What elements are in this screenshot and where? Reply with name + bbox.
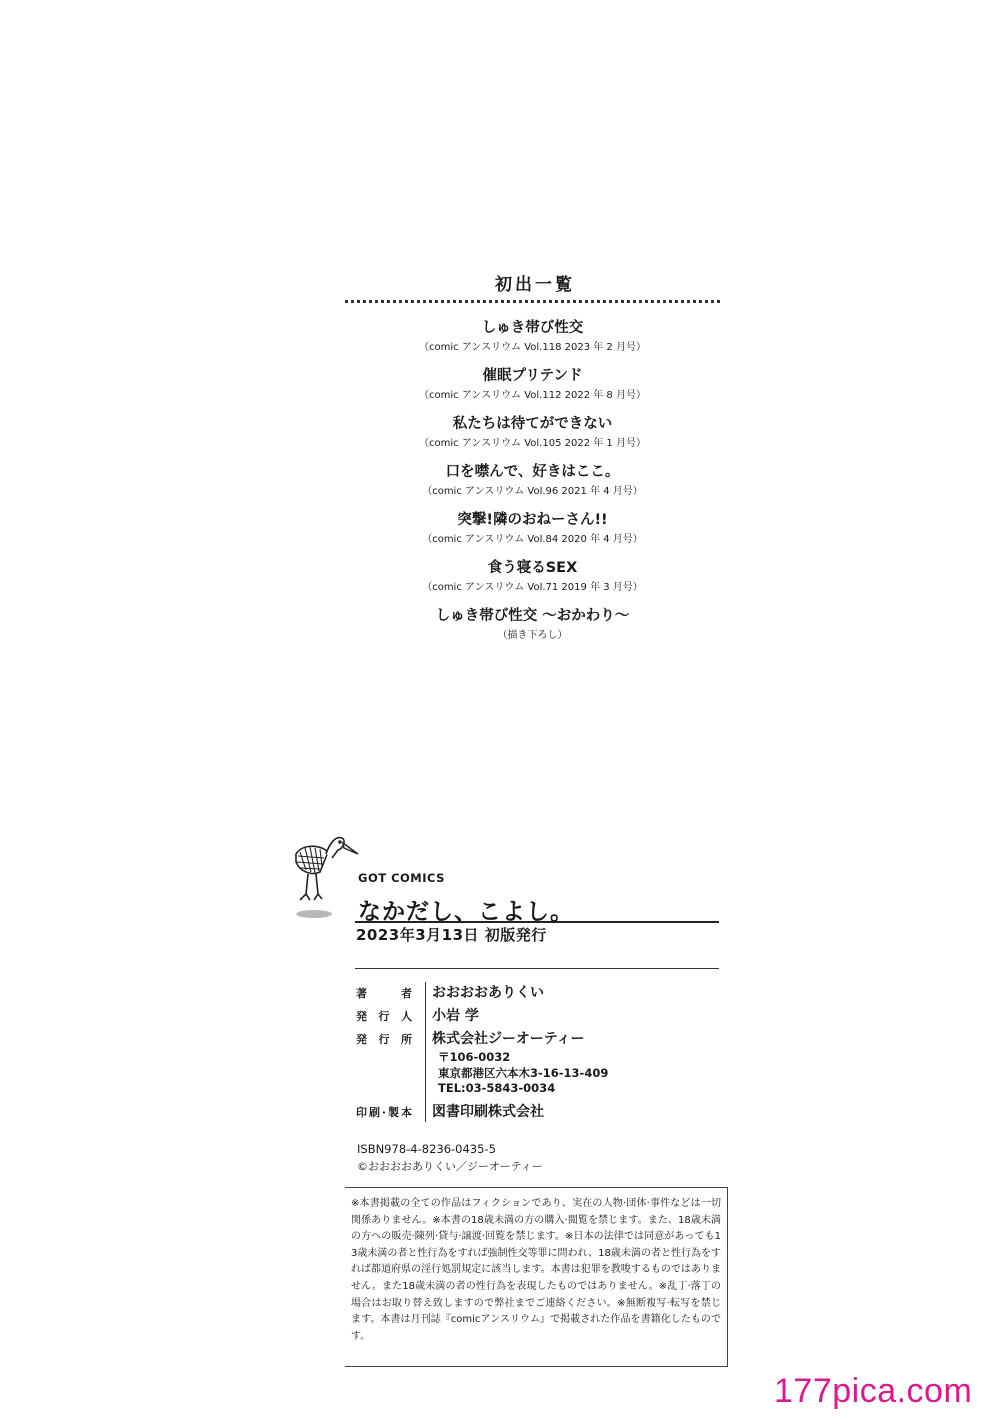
phone-number: TEL:03-5843-0034 (438, 1081, 556, 1095)
legal-notice: ※本書掲載の全ての作品はフィクションであり、実在の人物·団体·事件などは一切関係ありません。※本書の18歳未満の方の購入·閲覧を禁じます。また、18歳未満の方への販売·陳列·貸与·譲渡·回覧を禁じます。※日本の法律では同意があっても13歳未満の者と性行為をすれば強制性交等罪に問われ、18歳未満の者と性行為をすれば都道府県の淫行処罰規定に該当します。本書は犯罪を教唆するものではありません。また18歳未満の者の性行為を表現したものではありません。※乱丁·落丁の場合はお取り替え致しますので弊社までご連絡ください。※無断複写·転写を禁じます。本書は月刊誌『comicアンスリウム』で掲載された作品を書籍化したものです。 (351, 1198, 721, 1342)
publisher-label: GOT COMICS (358, 871, 445, 885)
isbn: ISBN978-4-8236-0435-5 (357, 1142, 496, 1156)
list-item (345, 606, 720, 654)
work-source: （comic アンスリウム Vol.96 2021 年 4 月号） (422, 486, 643, 497)
legal-notice-box (345, 1187, 728, 1367)
work-title: 突撃!隣のおねーさん!! (457, 512, 608, 528)
list-item (345, 510, 720, 558)
contents-heading: 初出一覧 (495, 275, 575, 295)
title-rule (355, 921, 719, 923)
publisher-person: 小岩 学 (432, 1008, 479, 1024)
work-title: 口を噤んで、好きはここ。 (445, 464, 620, 480)
street-address: 東京都港区六本木3-16-13-409 (438, 1066, 609, 1080)
printer-name: 図書印刷株式会社 (432, 1104, 544, 1120)
watermark: 177pica.com (774, 1372, 973, 1410)
author-name: おおおおありくい (432, 985, 544, 1001)
work-title: 催眠プリテンド (482, 368, 583, 384)
work-source: （comic アンスリウム Vol.84 2020 年 4 月号） (422, 534, 643, 545)
list-item (345, 318, 720, 366)
postal-code: 〒106-0032 (438, 1050, 511, 1064)
credits-separator (425, 982, 426, 1122)
work-source: （comic アンスリウム Vol.112 2022 年 8 月号） (419, 390, 646, 401)
work-title: しゅき帯び性交 ～おかわり～ (435, 608, 630, 624)
dotted-divider (345, 300, 720, 303)
publisher-person-label: 発行人 (356, 1010, 412, 1023)
publisher-company: 株式会社ジーオーティー (432, 1031, 585, 1047)
copyright: ©おおおおありくい／ジーオーティー (357, 1160, 543, 1173)
book-title: なかだし、こよし。 (358, 899, 574, 925)
author-label: 著者 (356, 987, 412, 1000)
work-source: （描き下ろし） (497, 630, 568, 641)
list-item (345, 414, 720, 462)
work-title: しゅき帯び性交 (481, 320, 584, 336)
publisher-company-label: 発行所 (356, 1033, 412, 1046)
work-title: 食う寝るSEX (487, 560, 578, 576)
list-item (345, 462, 720, 510)
list-item (345, 366, 720, 414)
work-source: （comic アンスリウム Vol.105 2022 年 1 月号） (419, 438, 646, 449)
credits-rule (355, 968, 719, 969)
contents-list (345, 318, 720, 654)
printer-label: 印刷·製本 (356, 1106, 412, 1119)
work-source: （comic アンスリウム Vol.71 2019 年 3 月号） (422, 582, 643, 593)
bird-logo-icon (286, 832, 361, 927)
list-item (345, 558, 720, 606)
work-title: 私たちは待てができない (452, 416, 613, 432)
work-source: （comic アンスリウム Vol.118 2023 年 2 月号） (419, 342, 646, 353)
edition-date: 2023年3月13日 初版発行 (356, 926, 547, 944)
